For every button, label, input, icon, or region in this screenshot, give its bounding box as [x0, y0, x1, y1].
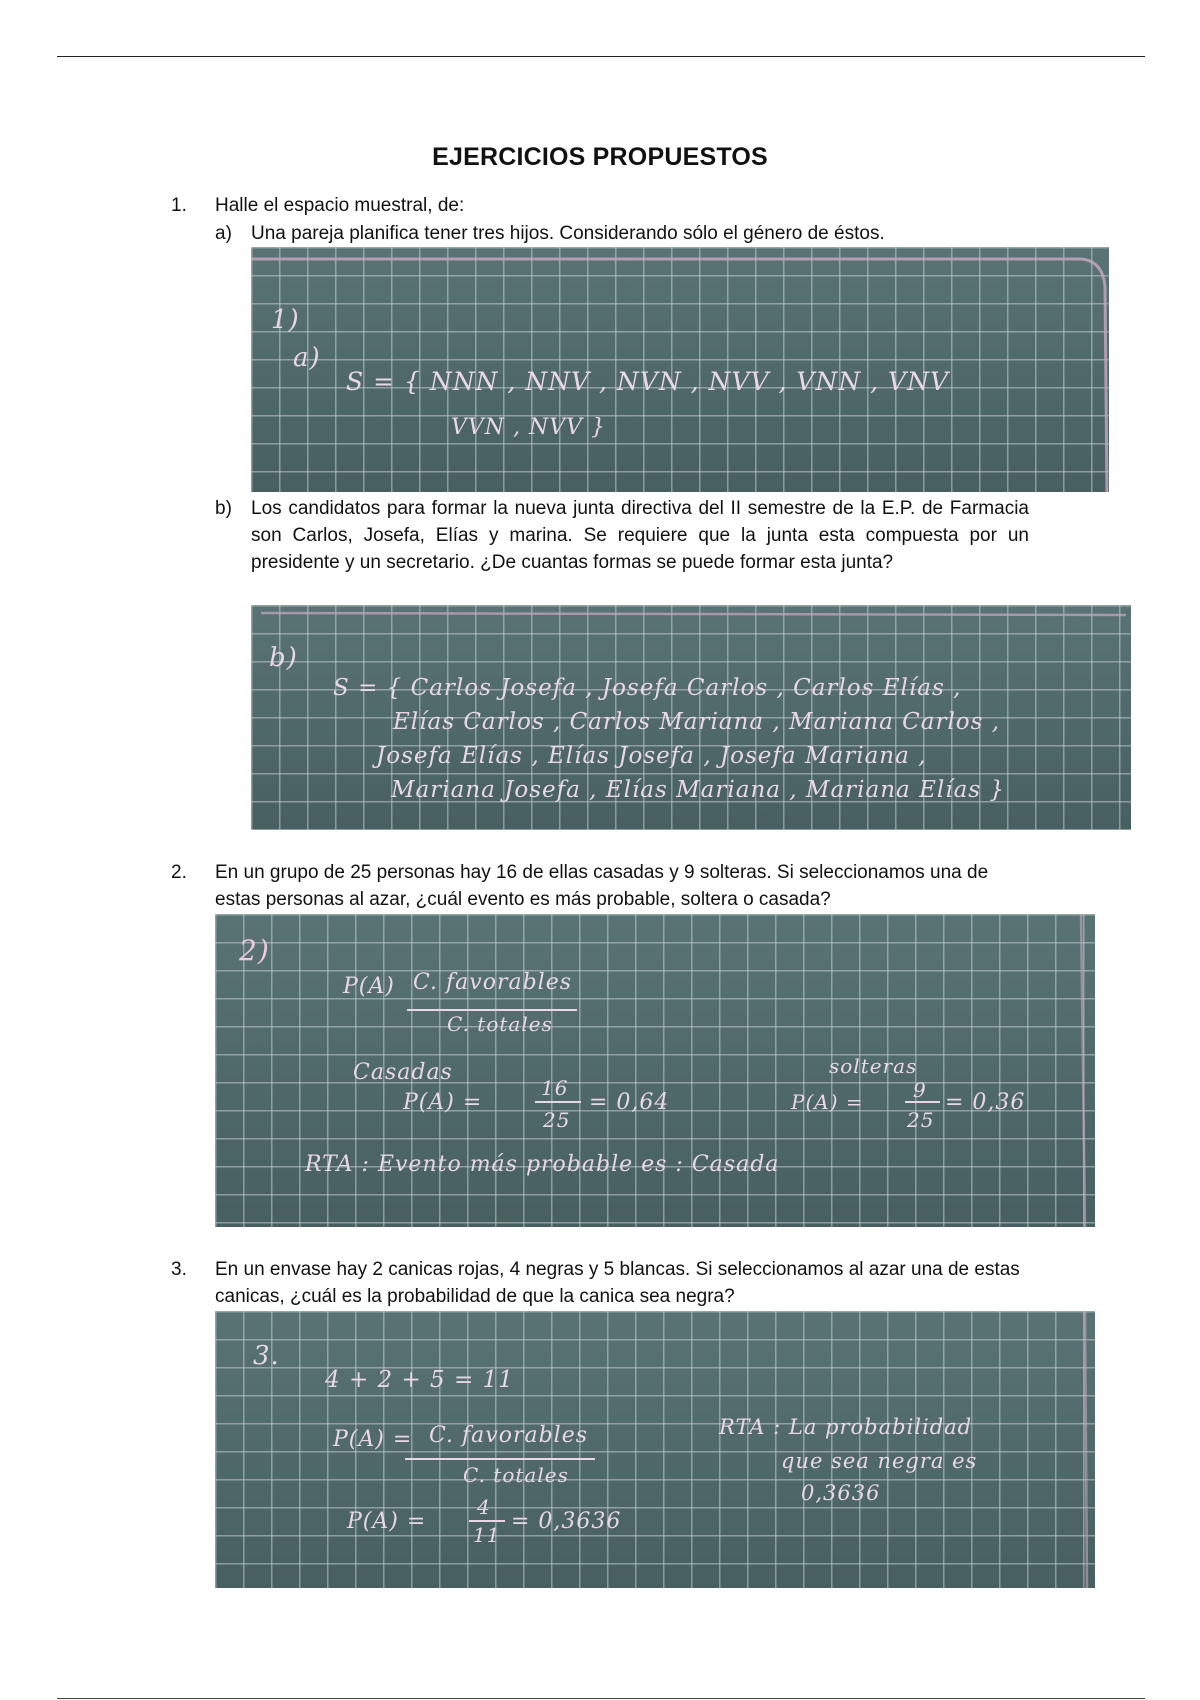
hw-2-casadas-result: = 0,64	[589, 1090, 670, 1115]
hw-1a-line2: VVN , NVV }	[451, 415, 607, 440]
hw-2-solteras-result: = 0,36	[945, 1090, 1026, 1115]
hw-1b-line1: S = { Carlos Josefa , Josefa Carlos , Carlos Elías ,	[333, 675, 962, 701]
notebook-margin	[215, 914, 1095, 1227]
exercise-1a-text: Una pareja planifica tener tres hijos. Considerando sólo el género de éstos.	[251, 223, 885, 244]
exercise-1-number: 1.	[171, 195, 187, 216]
hw-3-formula-den: C. totales	[463, 1463, 569, 1487]
page-title: EJERCICIOS PROPUESTOS	[432, 143, 768, 171]
exercise-1b-label: b)	[215, 498, 232, 519]
hw-1b-line4: Mariana Josefa , Elías Mariana , Mariana Elías }	[391, 777, 1006, 803]
top-rule	[57, 56, 1145, 57]
hw-3-formula-lhs: P(A) =	[333, 1427, 413, 1452]
hw-3-calc-num: 4	[477, 1495, 491, 1519]
hw-2-solteras-label: solteras	[829, 1054, 918, 1078]
hw-1a-line1: S = { NNN , NNV , NVN , NVV , VNN , VNV	[346, 367, 950, 396]
hw-2-solteras-calc: P(A) =	[791, 1090, 864, 1114]
hw-3-sum: 4 + 2 + 5 = 11	[325, 1367, 514, 1393]
exercise-1b-text: Los candidatos para formar la nueva junta directiva del II semestre de la E.P. de Farmacia son Carlos, Josefa, Elías y marina. Se requiere que la junta esta compuesta por un presidente y un secretario. ¿De cuantas formas se puede formar esta junta?	[251, 498, 1029, 573]
hw-2-formula-num: C. favorables	[413, 970, 573, 995]
handwritten-photo-1a	[251, 247, 1109, 492]
bottom-rule	[57, 1698, 1145, 1699]
handwritten-photo-1b	[251, 605, 1131, 830]
hw-2-casadas-num: 16	[541, 1076, 569, 1100]
hw-1a-part: a)	[293, 343, 321, 373]
exercise-3-number: 3.	[171, 1259, 187, 1280]
exercise-2-number: 2.	[171, 862, 187, 883]
hw-1a-qnum: 1)	[271, 305, 300, 335]
hw-3-formula-num: C. favorables	[429, 1423, 589, 1448]
hw-2-solteras-den: 25	[907, 1108, 935, 1132]
hw-2-formula-den: C. totales	[447, 1012, 553, 1036]
handwritten-photo-3	[215, 1311, 1095, 1588]
hw-2-qnum: 2)	[239, 934, 270, 967]
hw-3-answer-line2: que sea negra es	[781, 1449, 978, 1473]
hw-1b-line2: Elías Carlos , Carlos Mariana , Mariana Carlos ,	[393, 709, 1001, 735]
handwritten-photo-2	[215, 914, 1095, 1227]
hw-3-calc-lhs: P(A) =	[347, 1509, 427, 1534]
hw-3-answer-line1: RTA : La probabilidad	[719, 1415, 973, 1439]
hw-3-calc-den: 11	[473, 1523, 501, 1547]
hw-2-answer: RTA : Evento más probable es : Casada	[305, 1152, 780, 1177]
hw-2-formula-lhs: P(A)	[343, 974, 395, 999]
hw-2-casadas-label: Casadas	[353, 1060, 453, 1085]
exercise-2-text: En un grupo de 25 personas hay 16 de ellas casadas y 9 solteras. Si seleccionamos una de estas personas al azar, ¿cuál evento es más probable, soltera o casada?	[215, 862, 989, 910]
exercise-3-text: En un envase hay 2 canicas rojas, 4 negras y 5 blancas. Si seleccionamos al azar una de estas canicas, ¿cuál es la probabilidad de que la canica sea negra?	[215, 1259, 1020, 1307]
hw-1b-line3: Josefa Elías , Elías Josefa , Josefa Mariana ,	[376, 743, 927, 769]
hw-3-answer-line3: 0,3636	[801, 1481, 881, 1505]
exercise-1a-label: a)	[215, 223, 232, 244]
hw-2-solteras-num: 9	[913, 1078, 927, 1102]
hw-2-casadas-den: 25	[543, 1108, 571, 1132]
hw-3-calc-result: = 0,3636	[511, 1509, 622, 1534]
hw-3-qnum: 3.	[253, 1341, 280, 1371]
exercise-1-text: Halle el espacio muestral, de:	[215, 195, 465, 216]
hw-2-casadas-calc: P(A) =	[403, 1090, 483, 1115]
hw-1b-part: b)	[269, 643, 298, 673]
